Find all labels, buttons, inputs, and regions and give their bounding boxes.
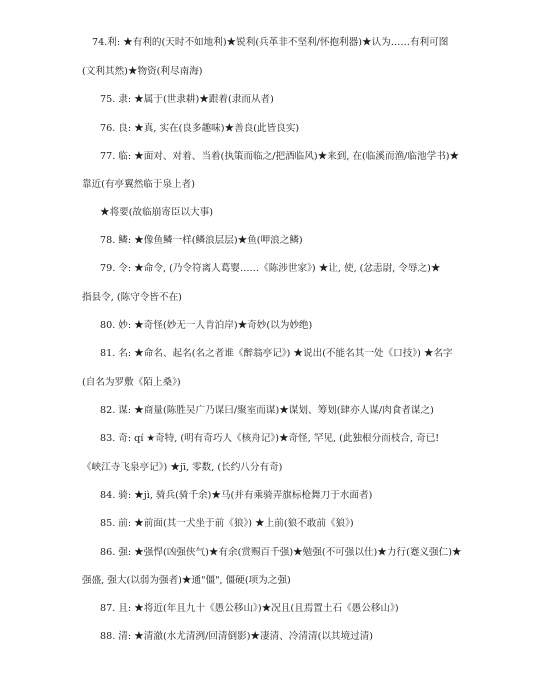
entry-83-line-2: 《峡江寺飞泉亭记》) ★jī, 零数, (长约八分有奇) — [82, 462, 283, 473]
entry-80-line-1: 80. 妙: ★奇怪(妙无一人肯泊岸)★奇妙(以为妙绝) — [100, 320, 313, 331]
entry-85-line-1: 85. 前: ★前面(其一犬坐于前《狼》) ★上前(狼不敢前《狼》) — [100, 518, 354, 529]
entry-82-line-1: 82. 谋: ★商量(陈胜吴广乃谋曰/聚室而谋)★谋划、筹划(肆亦人谋/肉食者谋之) — [100, 405, 434, 416]
entry-87-line-1: 87. 且: ★将近(年且九十《愚公移山》)★况且(且焉置土石《愚公移山》) — [100, 603, 399, 614]
entry-84-line-1: 84. 骑: ★jì, 骑兵(骑千余)★马(并有乘骑弄旗标枪舞刀于水面者) — [100, 490, 373, 501]
entry-81-line-1: 81. 名: ★命名、起名(名之者谁《醉翁亭记》) ★说出(不能名其一处《口技》) ★名字 — [100, 348, 453, 359]
entry-77-line-3: ★将要(故临崩寄臣以大事) — [100, 207, 214, 218]
entry-86-line-2: 强盛, 强大(以弱为强者)★通"僵", 僵硬(项为之强) — [82, 575, 291, 586]
entry-74-line-1: 74.利: ★有利的(天时不如地利)★锐利(兵革非不坚利/怀抱利器)★认为……有利可图 — [92, 37, 449, 48]
entry-81-line-2: (自名为罗敷《陌上桑》) — [82, 377, 181, 388]
entry-77-line-2: 靠近(有亭翼然临于泉上者) — [82, 179, 196, 190]
entry-86-line-1: 86. 强: ★强悍(凶强侠气)★有余(赏赐百千强)★勉强(不可强以仕)★力行(蹇义强仁)★ — [100, 547, 462, 558]
entry-79-line-2: 指县令, (陈守令皆不在) — [82, 292, 182, 303]
entry-74-line-2: (文利其然)★物资(利尽南海) — [82, 66, 203, 77]
entry-77-line-1: 77. 临: ★面对、对着、当着(执策而临之/把酒临风)★来到, 在(临溪而渔/临池学书)★ — [100, 151, 460, 162]
entry-78-line-1: 78. 鳞: ★像鱼鳞一样(鳞浪层层)★鱼(呷浪之鳞) — [100, 235, 303, 246]
entry-79-line-1: 79. 令: ★命令, (乃令符离人葛婴……《陈涉世家》) ★让, 使, (忿恚尉, 令辱之)★ — [100, 263, 441, 274]
entry-75-line-1: 75. 隶: ★属于(世隶耕)★跟着(隶而从者) — [100, 94, 274, 105]
entry-83-line-1: 83. 奇: qí ★奇特, (明有奇巧人《核舟记》)★奇怪, 罕见, (此独根分而枝合, 奇已! — [100, 433, 440, 444]
entry-88-line-1: 88. 清: ★清澈(水尤清洌/回清倒影)★凄清、冷清清(以其境过清) — [100, 631, 374, 642]
entry-76-line-1: 76. 良: ★真, 实在(良多趣味)★善良(此皆良实) — [100, 123, 300, 134]
